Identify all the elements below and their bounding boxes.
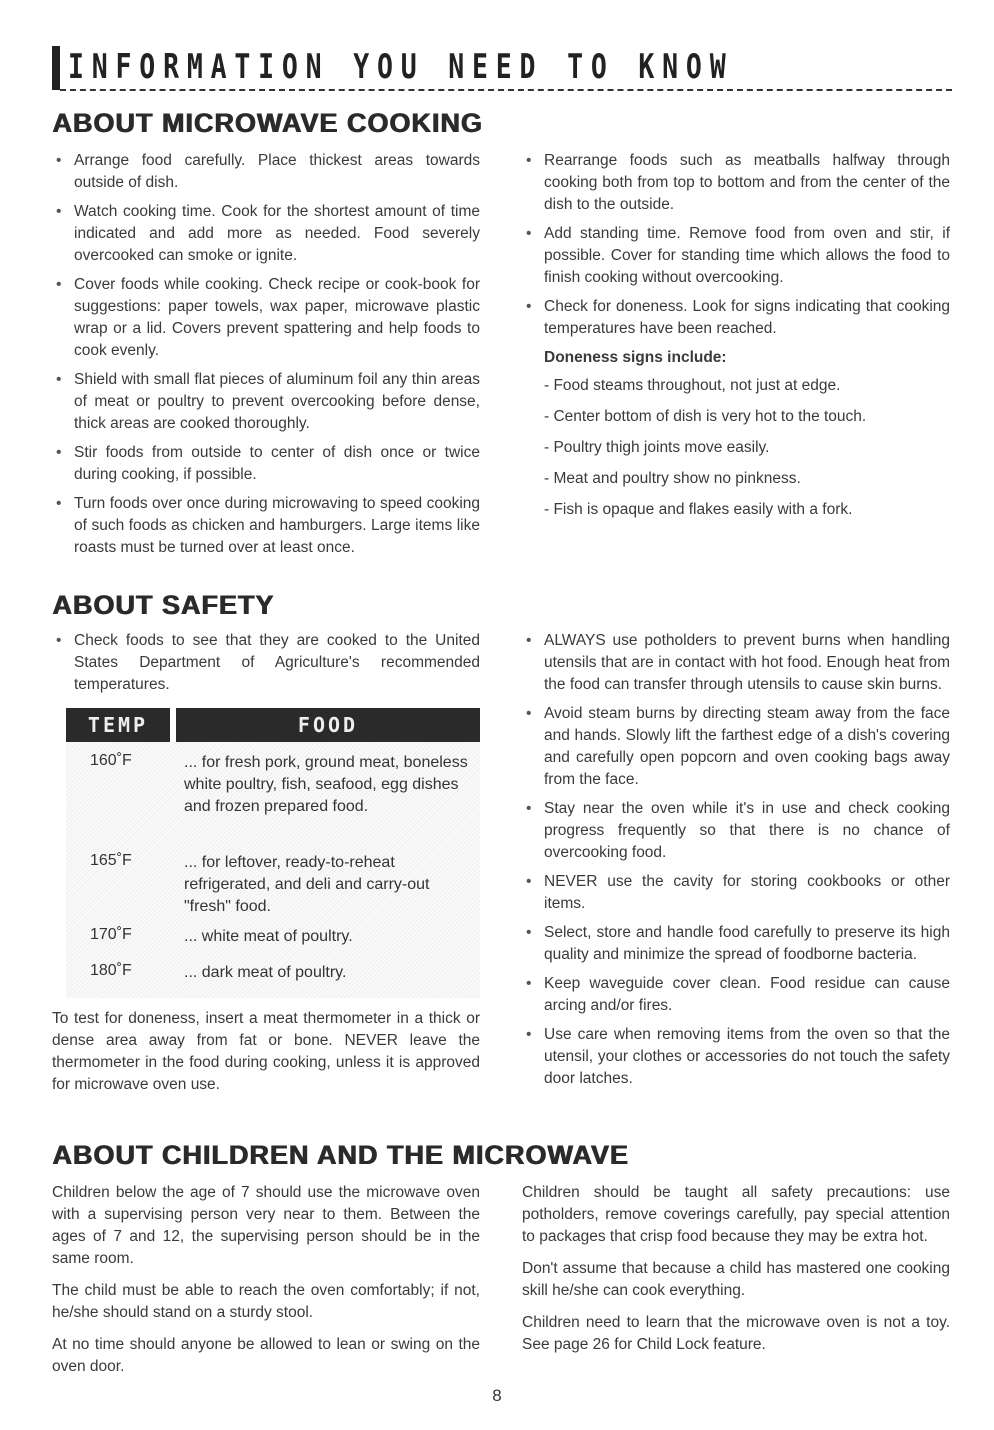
- table-body: [66, 742, 480, 998]
- column-header-food: FOOD: [297, 713, 359, 737]
- list-item: • Avoid steam burns by directing steam away from the face and hands. Slowly lift the farthest edge of a dish's covering and carefully open popcorn and oven cooking bags away from the face.: [522, 703, 950, 791]
- section-title-microwave-cooking: ABOUT MICROWAVE COOKING: [52, 108, 483, 138]
- list-item: • Keep waveguide cover clean. Food residue can cause arcing and/or fires.: [522, 973, 950, 1017]
- safety-intro-list: [52, 630, 480, 696]
- table-header: [66, 708, 480, 742]
- microwave-left-column: [52, 150, 480, 566]
- list-item: - Fish is opaque and flakes easily with a fork.: [544, 499, 950, 521]
- banner-title: INFORMATION YOU NEED TO KNOW: [68, 47, 734, 87]
- doneness-signs-list: [544, 375, 950, 521]
- children-paragraph: Children should be taught all safety precautions: use potholders, remove coverings carefully, pay special attention to packages that crisp food because they may be extra hot.: [522, 1184, 950, 1245]
- food-cell: ... for leftover, ready-to-reheat refrigerated, and deli and carry-out "fresh" food.: [184, 854, 430, 915]
- microwave-right-list: [522, 150, 950, 340]
- list-item: - Food steams throughout, not just at edge.: [544, 375, 950, 397]
- microwave-right-column: [522, 150, 950, 530]
- safety-right-list: [522, 630, 950, 1090]
- children-paragraph: The child must be able to reach the oven comfortably; if not, he/she should stand on a sturdy stool.: [52, 1282, 480, 1321]
- list-item: • Add standing time. Remove food from oven and stir, if possible. Cover for standing time which allows the food to finish cooking without overcooking.: [522, 223, 950, 289]
- temp-cell: 180˚F: [90, 962, 132, 979]
- temp-cell: 160˚F: [90, 752, 132, 769]
- safety-right-column: [522, 630, 950, 1097]
- list-item: • Rearrange foods such as meatballs halfway through cooking both from top to bottom and from the center of the dish to the outside.: [522, 150, 950, 216]
- temp-cell: 170˚F: [90, 926, 132, 943]
- food-cell: ... white meat of poultry.: [184, 928, 353, 945]
- food-cell: ... for fresh pork, ground meat, boneless white poultry, fish, seafood, egg dishes and frozen prepared food.: [184, 754, 468, 815]
- list-item: • Stir foods from outside to center of dish once or twice during cooking, if possible.: [52, 442, 480, 486]
- children-paragraph: Don't assume that because a child has mastered one cooking skill he/she can cook everything.: [522, 1260, 950, 1299]
- list-item: • Arrange food carefully. Place thickest areas towards outside of dish.: [52, 150, 480, 194]
- list-item: • Cover foods while cooking. Check recipe or cook-book for suggestions: paper towels, wax paper, microwave plastic wrap or a lid. Covers prevent spattering and help foods to cook evenly.: [52, 274, 480, 362]
- list-item: • Check for doneness. Look for signs indicating that cooking temperatures have been reached.: [522, 296, 950, 340]
- page-number: 8: [492, 1386, 502, 1405]
- children-paragraph: Children need to learn that the microwave oven is not a toy. See page 26 for Child Lock feature.: [522, 1314, 950, 1353]
- banner-dashed-rule: [60, 89, 952, 91]
- list-item: • Select, store and handle food carefully to preserve its high quality and minimize the spread of foodborne bacteria.: [522, 922, 950, 966]
- food-cell: ... dark meat of poultry.: [184, 964, 347, 981]
- section-title-children: ABOUT CHILDREN AND THE MICROWAVE: [52, 1140, 629, 1170]
- list-item: - Poultry thigh joints move easily.: [544, 437, 950, 459]
- children-paragraph: Children below the age of 7 should use the microwave oven with a supervising person very near to them. Between the ages of 7 and 12, the supervising person should be in the same room.: [52, 1184, 480, 1267]
- list-item: • Turn foods over once during microwaving to speed cooking of such foods as chicken and hamburgers. Large items like roasts must be turned over at least once.: [52, 493, 480, 559]
- doneness-note-text: To test for doneness, insert a meat thermometer in a thick or dense area away from fat or bone. NEVER leave the thermometer in the food during cooking, unless it is approved for microwave oven use.: [52, 1010, 480, 1093]
- banner-bar: [52, 46, 60, 90]
- children-right-column: [522, 1182, 950, 1366]
- list-item: • Shield with small flat pieces of aluminum foil any thin areas of meat or poultry to prevent overcooking before dense, thick areas are cooked thoroughly.: [52, 369, 480, 435]
- section-title-safety: ABOUT SAFETY: [52, 590, 275, 620]
- children-left-column: [52, 1182, 480, 1388]
- list-item: • Use care when removing items from the oven so that the utensil, your clothes or accessories do not touch the safety door latches.: [522, 1024, 950, 1090]
- list-item: - Meat and poultry show no pinkness.: [544, 468, 950, 490]
- microwave-left-list: [52, 150, 480, 559]
- list-item: • Watch cooking time. Cook for the shortest amount of time indicated and add more as needed. Food severely overcooked can smoke or ignite.: [52, 201, 480, 267]
- list-item: • Stay near the oven while it's in use and check cooking progress frequently so that there is no chance of overcooking food.: [522, 798, 950, 864]
- list-item: • ALWAYS use potholders to prevent burns when handling utensils that are in contact with hot food. Enough heat from the food can transfer through utensils to cause skin burns.: [522, 630, 950, 696]
- safety-intro-column: [52, 630, 480, 703]
- temperature-table: [66, 708, 480, 998]
- doneness-note: [52, 1008, 480, 1106]
- list-item: • Check foods to see that they are cooked to the United States Department of Agriculture's recommended temperatures.: [52, 630, 480, 696]
- list-item: - Center bottom of dish is very hot to the touch.: [544, 406, 950, 428]
- children-paragraph: At no time should anyone be allowed to lean or swing on the oven door.: [52, 1336, 480, 1375]
- temp-cell: 165˚F: [90, 852, 132, 869]
- doneness-signs-heading: Doneness signs include:: [544, 349, 727, 366]
- page-banner: [52, 44, 952, 92]
- column-header-temp: TEMP: [66, 708, 176, 742]
- list-item: • NEVER use the cavity for storing cookbooks or other items.: [522, 871, 950, 915]
